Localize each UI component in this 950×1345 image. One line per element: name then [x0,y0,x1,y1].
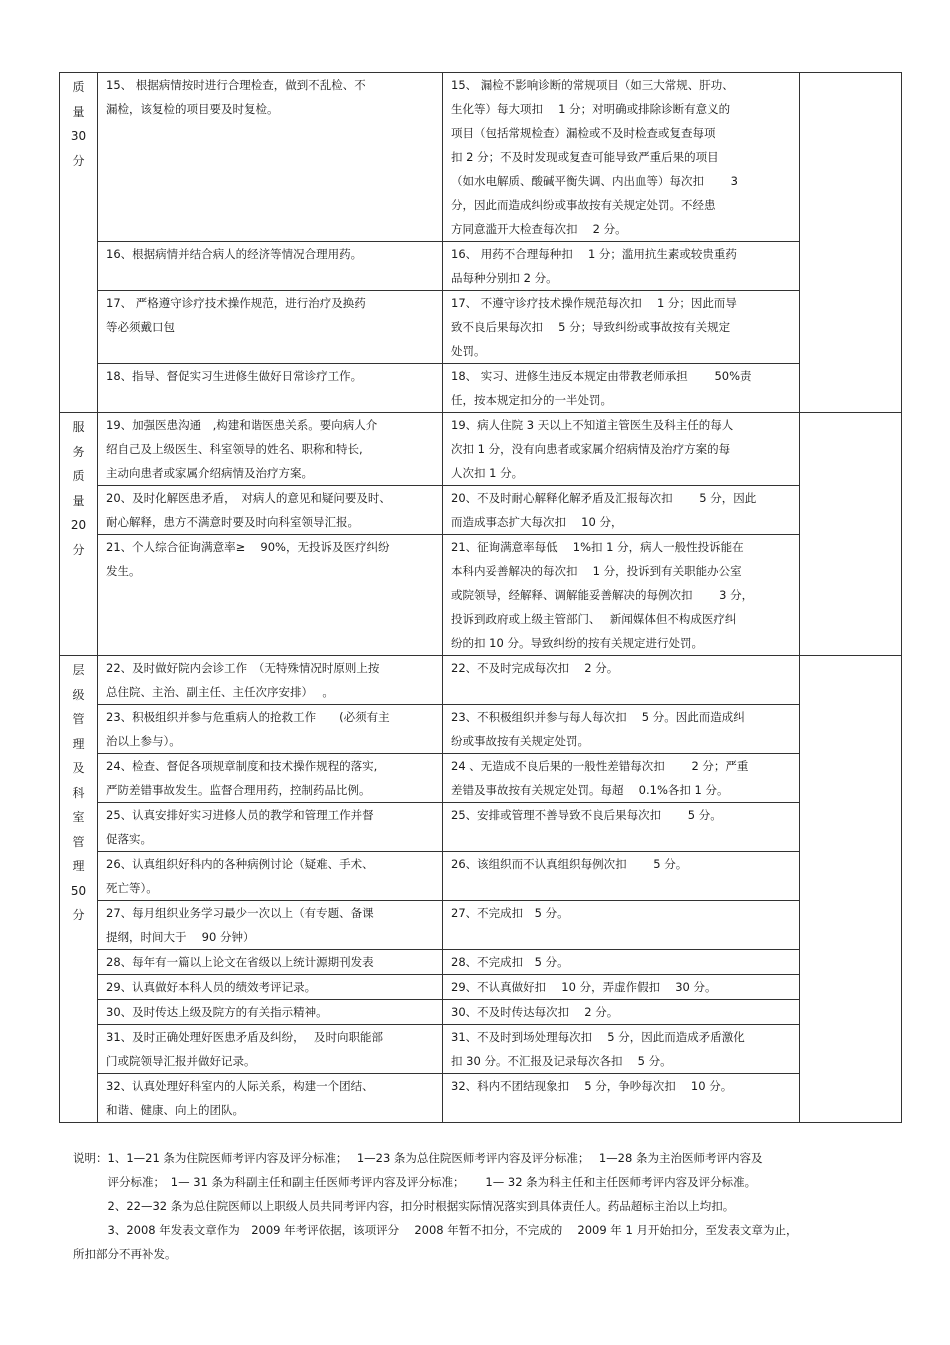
notes-section [73,1146,888,1266]
score-cell [800,73,902,413]
item-text: 22、及时做好院内会诊工作 （无特殊情况时原则上按 总住院、主治、副主任、主任次序安排） 。 [106,661,380,699]
category-char: 分 [72,153,85,168]
standard-text: 18、 实习、进修生违反本规定由带教老师承担 50%责 任，按本规定扣分的一半处罚。 [451,369,752,407]
standard-cell [443,1000,800,1025]
category-char: 科 [72,785,85,800]
table-row [60,754,902,803]
evaluation-table-container [59,72,901,1123]
standard-text: 15、 漏检不影响诊断的常规项目（如三大常规、肝功、 生化等）每大项扣 1 分；对明确或排除诊断有意义的 项目（包括常规检查）漏检或不及时检查或复查每项 扣 2 分；不及时发现或复查可能导致严重后果的项目 （如水电解质、酸碱平衡失调、内出血等）每次扣 3 分，因此而造成纠纷或事故按有关规定处罚。不经患 方同意滥开大检查每次扣 2 分。 [451,78,738,236]
standard-text: 30、不及时传达每次扣 2 分。 [451,1005,619,1019]
item-text: 23、积极组织并参与危重病人的抢救工作 (必须有主 治以上参与）。 [106,710,390,748]
table-row [60,656,902,705]
item-cell [98,364,443,413]
item-cell [98,242,443,291]
item-text: 21、个人综合征询满意率≥ 90%，无投诉及医疗纠纷 发生。 [106,540,390,578]
item-text: 18、指导、督促实习生进修生做好日常诊疗工作。 [106,369,363,383]
standard-cell [443,291,800,364]
category-char: 30 [70,129,87,143]
item-cell [98,486,443,535]
item-cell [98,1074,443,1123]
category-char: 量 [72,104,85,119]
standard-cell [443,950,800,975]
table-row [60,242,902,291]
item-text: 31、及时正确处理好医患矛盾及纠纷， 及时向职能部 门或院领导汇报并做好记录。 [106,1030,384,1068]
item-text: 27、每月组织业务学习最少一次以上（有专题、备课 提纲，时间大于 90 分钟） [106,906,374,944]
table-row [60,1025,902,1074]
item-text: 26、认真组织好科内的各种病例讨论（疑难、手术、 死亡等）。 [106,857,374,895]
item-cell [98,852,443,901]
standard-cell [443,242,800,291]
standard-cell [443,73,800,242]
table-row [60,901,902,950]
item-text: 19、加强医患沟通 ,构建和谐医患关系。要向病人介 绍自己及上级医生、科室领导的姓名、职称和特长, 主动向患者或家属介绍病情及治疗方案。 [106,418,378,480]
evaluation-table [59,72,902,1123]
table-row [60,486,902,535]
standard-text: 23、不积极组织并参与每人每次扣 5 分。因此而造成纠 纷或事故按有关规定处罚。 [451,710,745,748]
note-line: 3、2008 年发表文章作为 2009 年考评依据，该项评分 2008 年暂不扣分，不完成的 2009 年 1 月开始扣分，至发表文章为止， [73,1223,798,1237]
category-char: 管 [72,712,85,726]
standard-cell [443,975,800,1000]
standard-text: 24 、无造成不良后果的一般性差错每次扣 2 分；严重 差错及事故按有关规定处罚。每超 0.1%各扣 1 分。 [451,759,749,797]
standard-cell [443,364,800,413]
item-text: 28、每年有一篇以上论文在省级以上统计源期刊发表 [106,955,374,969]
item-cell [98,1000,443,1025]
item-text: 32、认真处理好科室内的人际关系，构建一个团结、 和谐、健康、向上的团队。 [106,1079,374,1117]
table-row [60,803,902,852]
standard-cell [443,754,800,803]
item-cell [98,705,443,754]
category-char: 分 [72,908,85,922]
item-cell [98,413,443,486]
table-row [60,705,902,754]
table-row [60,413,902,486]
standard-text: 17、 不遵守诊疗技术操作规范每次扣 1 分；因此而导 致不良后果每次扣 5 分；导致纠纷或事故按有关规定 处罚。 [451,296,737,358]
standard-cell [443,413,800,486]
category-char: 服 [72,420,85,434]
item-cell [98,901,443,950]
standard-cell [443,803,800,852]
score-cell [800,413,902,656]
score-cell [800,656,902,1123]
item-cell [98,656,443,705]
standard-text: 21、征询满意率每低 1%扣 1 分，病人一般性投诉能在 本科内妥善解决的每次扣 1 分，投诉到有关职能办公室 或院领导，经解释、调解能妥善解决的每例次扣 3 分， 投诉到政府或上级主管部门、 新闻媒体但不构成医疗纠 纷的扣 10 分。导致纠纷的按有关规定进行处罚。 [451,540,754,650]
table-row [60,1000,902,1025]
standard-cell [443,1025,800,1074]
category-char: 管 [72,834,85,849]
item-text: 20、及时化解医患矛盾， 对病人的意见和疑问要及时、 耐心解释，患方不满意时要及时向科室领导汇报。 [106,491,391,529]
item-cell [98,803,443,852]
category-char: 及 [72,761,85,775]
category-char: 50 [70,883,87,898]
note-line: 评分标准； 1— 31 条为科副主任和副主任医师考评内容及评分标准； 1— 32 条为科主任和主任医师考评内容及评分标准。 [73,1175,757,1189]
item-cell [98,975,443,1000]
category-cell-quality [60,73,98,413]
standard-text: 28、不完成扣 5 分。 [451,955,569,969]
standard-text: 32、科内不团结现象扣 5 分，争吵每次扣 10 分。 [451,1079,733,1093]
standard-cell [443,535,800,656]
item-text: 29、认真做好本科人员的绩效考评记录。 [106,980,317,994]
item-cell [98,291,443,364]
note-line: 2、22—32 条为总住院医师以上职级人员共同考评内容，扣分时根据实际情况落实到具体责任人。药品超标主治以上均扣。 [73,1199,735,1213]
standard-cell [443,705,800,754]
item-cell [98,950,443,975]
standard-text: 26、该组织而不认真组织每例次扣 5 分。 [451,857,688,871]
item-cell [98,1025,443,1074]
category-char: 量 [72,493,85,508]
category-char: 理 [72,736,85,751]
standard-text: 31、不及时到场处理每次扣 5 分，因此而造成矛盾激化 扣 30 分。不汇报及记录每次各扣 5 分。 [451,1030,745,1068]
category-char: 务 [72,444,85,459]
standard-text: 22、不及时完成每次扣 2 分。 [451,661,619,675]
category-cell-management [60,656,98,1123]
table-row [60,1074,902,1123]
category-cell-service [60,413,98,656]
item-text: 30、及时传达上级及院方的有关指示精神。 [106,1005,328,1019]
item-text: 25、认真安排好实习进修人员的教学和管理工作并督 促落实。 [106,808,374,846]
standard-text: 16、 用药不合理每种扣 1 分；滥用抗生素或较贵重药 品每种分别扣 2 分。 [451,247,737,285]
item-text: 16、根据病情并结合病人的经济等情况合理用药。 [106,247,363,261]
category-char: 质 [72,469,85,483]
category-char: 分 [72,542,85,557]
item-cell [98,754,443,803]
note-line: 所扣部分不再补发。 [73,1247,177,1261]
standard-text: 20、不及时耐心解释化解矛盾及汇报每次扣 5 分，因此 而造成事态扩大每次扣 10 分， [451,491,757,529]
table-row [60,852,902,901]
standard-text: 29、不认真做好扣 10 分，弄虚作假扣 30 分。 [451,980,717,994]
category-char: 理 [72,859,85,873]
table-row [60,535,902,656]
category-char: 室 [72,810,85,824]
category-char: 层 [72,663,85,677]
category-char: 20 [70,518,87,532]
standard-text: 27、不完成扣 5 分。 [451,906,569,920]
item-text: 17、 严格遵守诊疗技术操作规范，进行治疗及换药 等必须戴口包 [106,296,366,334]
item-cell [98,535,443,656]
standard-text: 19、病人住院 3 天以上不知道主管医生及科主任的每人 次扣 1 分，没有向患者或家属介绍病情及治疗方案的每 人次扣 1 分。 [451,418,734,480]
standard-cell [443,852,800,901]
table-row [60,291,902,364]
table-row [60,975,902,1000]
standard-cell [443,1074,800,1123]
standard-cell [443,656,800,705]
standard-cell [443,901,800,950]
category-char: 级 [72,687,85,702]
category-char: 质 [72,80,85,94]
table-row [60,950,902,975]
item-text: 15、 根据病情按时进行合理检查，做到不乱检、不 漏检，该复检的项目要及时复检。 [106,78,366,116]
table-row [60,73,902,242]
table-row [60,364,902,413]
item-text: 24、检查、督促各项规章制度和技术操作规程的落实, 严防差错事故发生。监督合理用药，控制药品比例。 [106,759,378,797]
standard-cell [443,486,800,535]
note-line: 说明：1、1—21 条为住院医师考评内容及评分标准； 1—23 条为总住院医师考评内容及评分标准； 1—28 条为主治医师考评内容及 [73,1151,763,1165]
standard-text: 25、安排或管理不善导致不良后果每次扣 5 分。 [451,808,722,822]
item-cell [98,73,443,242]
